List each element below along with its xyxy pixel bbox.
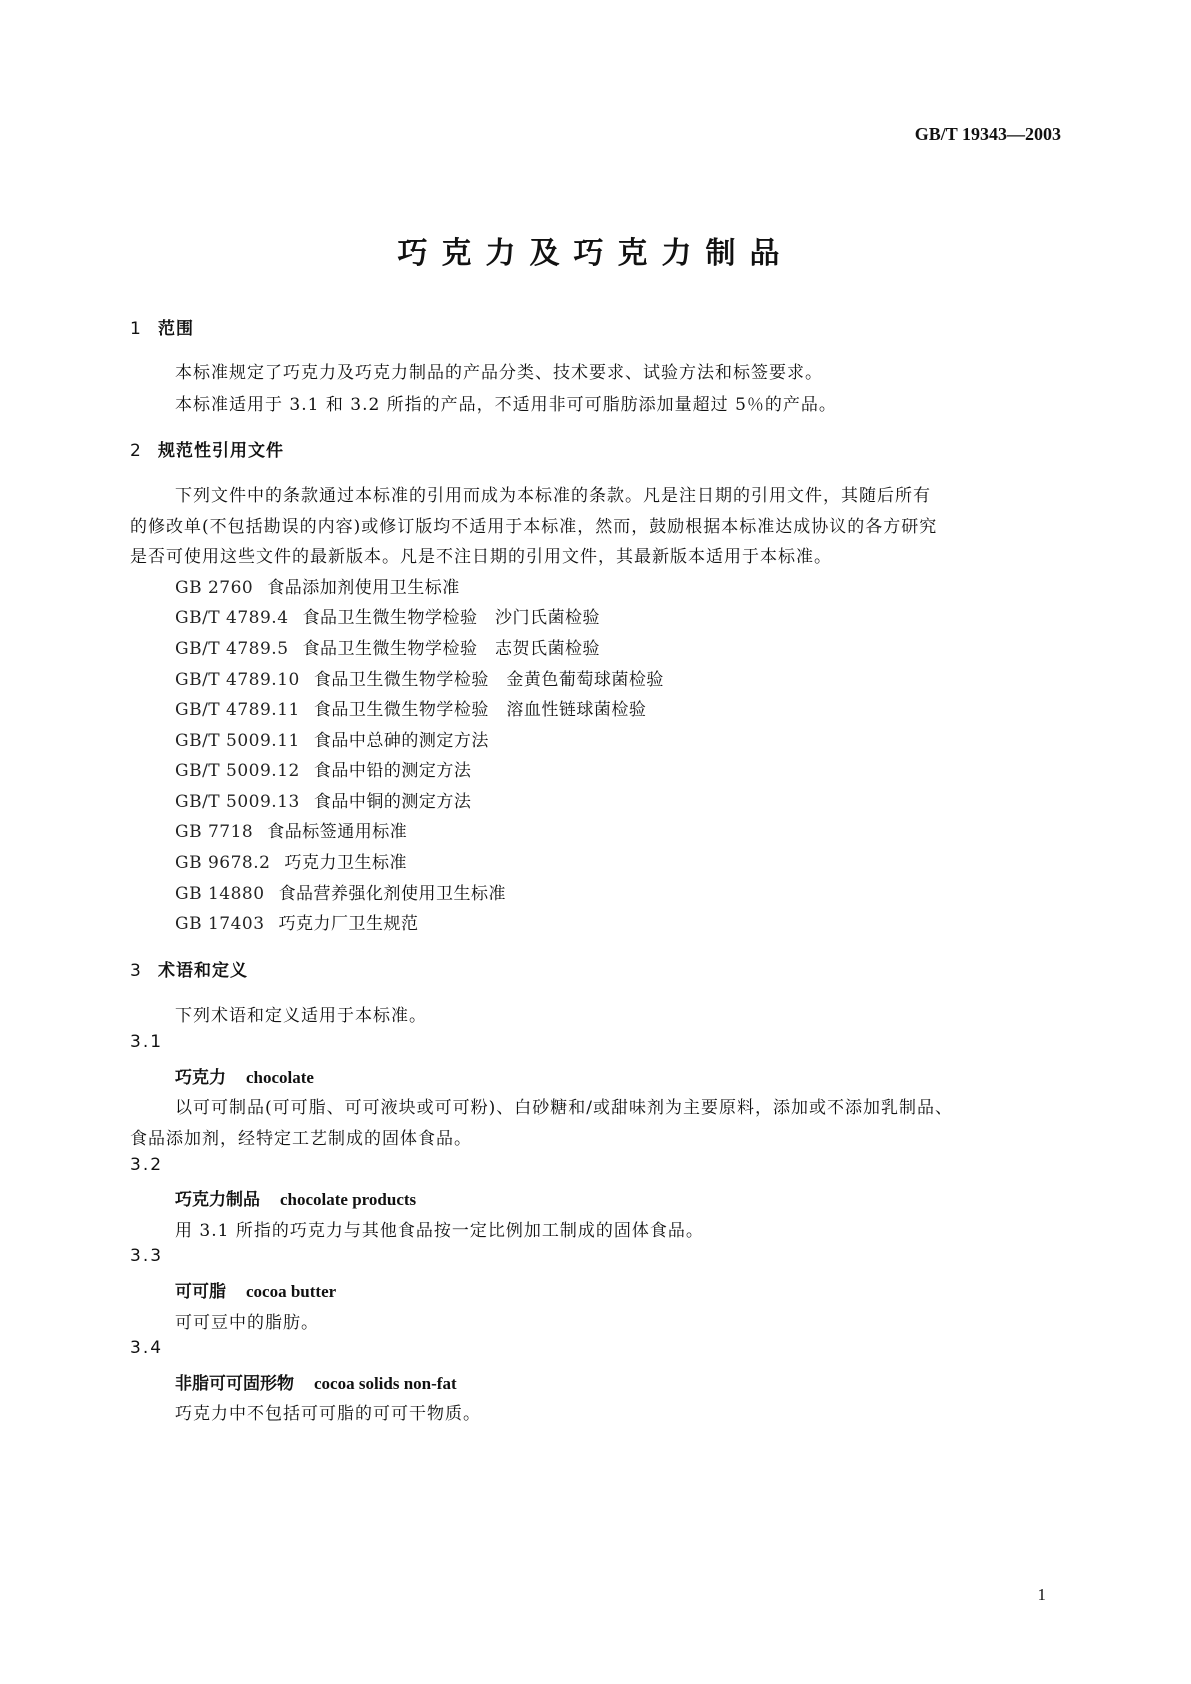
reference-code: GB/T 5009.12 bbox=[175, 761, 300, 781]
reference-title: 食品中总砷的测定方法 bbox=[313, 731, 489, 751]
term-zh: 巧克力 bbox=[175, 1068, 226, 1088]
term-number: 3.4 bbox=[130, 1338, 164, 1358]
term-en: chocolate products bbox=[280, 1190, 417, 1209]
reference-code: GB 9678.2 bbox=[175, 853, 271, 873]
section-heading-3 bbox=[130, 956, 248, 981]
section-number: 2 bbox=[130, 441, 142, 461]
term-heading bbox=[175, 1277, 336, 1302]
term-heading bbox=[175, 1063, 314, 1088]
term-en: cocoa solids non-fat bbox=[314, 1374, 457, 1393]
reference-item bbox=[175, 848, 407, 873]
term-number: 3.1 bbox=[130, 1032, 164, 1052]
reference-item bbox=[175, 879, 506, 904]
reference-code: GB 2760 bbox=[175, 578, 254, 598]
normative-intro-line-1: 下列文件中的条款通过本标准的引用而成为本标准的条款。凡是注日期的引用文件，其随后所有 bbox=[175, 486, 931, 506]
terms-intro: 下列术语和定义适用于本标准。 bbox=[175, 1006, 427, 1026]
section-heading-1 bbox=[130, 314, 194, 339]
term-definition-line-2: 食品添加剂，经特定工艺制成的固体食品。 bbox=[130, 1129, 472, 1149]
section-title: 规范性引用文件 bbox=[158, 441, 284, 461]
term-number: 3.3 bbox=[130, 1246, 164, 1266]
reference-code: GB 17403 bbox=[175, 914, 265, 934]
standard-code: GB/T 19343—2003 bbox=[914, 124, 1061, 144]
term-zh: 可可脂 bbox=[175, 1282, 226, 1302]
term-definition: 可可豆中的脂肪。 bbox=[175, 1313, 319, 1333]
term-definition: 用 3.1 所指的巧克力与其他食品按一定比例加工制成的固体食品。 bbox=[175, 1221, 704, 1241]
reference-title: 食品卫生微生物学检验 志贺氏菌检验 bbox=[302, 639, 601, 659]
reference-code: GB/T 5009.11 bbox=[175, 731, 300, 751]
reference-title: 食品卫生微生物学检验 金黄色葡萄球菌检验 bbox=[313, 670, 664, 690]
term-heading bbox=[175, 1369, 457, 1394]
reference-title: 食品中铜的测定方法 bbox=[313, 792, 472, 812]
section-title: 术语和定义 bbox=[158, 961, 248, 981]
reference-title: 食品卫生微生物学检验 沙门氏菌检验 bbox=[302, 608, 601, 628]
reference-code: GB 14880 bbox=[175, 884, 265, 904]
normative-intro-line-2: 的修改单(不包括勘误的内容)或修订版均不适用于本标准，然而，鼓励根据本标准达成协议的各方研究 bbox=[130, 517, 938, 537]
term-number: 3.2 bbox=[130, 1155, 164, 1175]
term-definition-line-1: 以可可制品(可可脂、可可液块或可可粉)、白砂糖和/或甜味剂为主要原料，添加或不添加乳制品、 bbox=[175, 1098, 953, 1118]
term-zh: 巧克力制品 bbox=[175, 1190, 260, 1210]
term-en: chocolate bbox=[246, 1068, 314, 1087]
reference-item bbox=[175, 695, 646, 720]
reference-title: 食品标签通用标准 bbox=[267, 822, 408, 842]
reference-item bbox=[175, 665, 664, 690]
reference-code: GB/T 4789.5 bbox=[175, 639, 289, 659]
reference-code: GB/T 4789.11 bbox=[175, 700, 300, 720]
reference-title: 巧克力卫生标准 bbox=[284, 853, 407, 873]
reference-title: 食品添加剂使用卫生标准 bbox=[267, 578, 460, 598]
reference-title: 巧克力厂卫生规范 bbox=[278, 914, 419, 934]
section-heading-2 bbox=[130, 436, 284, 461]
reference-item bbox=[175, 573, 460, 598]
term-heading bbox=[175, 1185, 416, 1210]
reference-title: 食品营养强化剂使用卫生标准 bbox=[278, 884, 507, 904]
section-number: 1 bbox=[130, 319, 142, 339]
reference-item bbox=[175, 817, 407, 842]
reference-item bbox=[175, 756, 471, 781]
reference-item bbox=[175, 726, 489, 751]
reference-code: GB 7718 bbox=[175, 822, 254, 842]
term-en: cocoa butter bbox=[246, 1282, 337, 1301]
page-title: 巧克力及巧克力制品 bbox=[397, 236, 794, 271]
section-title: 范围 bbox=[158, 319, 194, 339]
reference-code: GB/T 5009.13 bbox=[175, 792, 300, 812]
scope-paragraph-2: 本标准适用于 3.1 和 3.2 所指的产品，不适用非可可脂肪添加量超过 5％的产品。 bbox=[175, 395, 837, 415]
reference-item bbox=[175, 603, 600, 628]
reference-code: GB/T 4789.4 bbox=[175, 608, 289, 628]
reference-item bbox=[175, 634, 600, 659]
reference-title: 食品卫生微生物学检验 溶血性链球菌检验 bbox=[313, 700, 647, 720]
page-number: 1 bbox=[1037, 1585, 1046, 1604]
section-number: 3 bbox=[130, 961, 142, 981]
term-zh: 非脂可可固形物 bbox=[175, 1374, 294, 1394]
normative-intro-line-3: 是否可使用这些文件的最新版本。凡是不注日期的引用文件，其最新版本适用于本标准。 bbox=[130, 547, 832, 567]
reference-title: 食品中铅的测定方法 bbox=[313, 761, 472, 781]
reference-item bbox=[175, 787, 471, 812]
scope-paragraph-1: 本标准规定了巧克力及巧克力制品的产品分类、技术要求、试验方法和标签要求。 bbox=[175, 363, 823, 383]
reference-item bbox=[175, 909, 419, 934]
term-definition: 巧克力中不包括可可脂的可可干物质。 bbox=[175, 1404, 481, 1424]
reference-code: GB/T 4789.10 bbox=[175, 670, 300, 690]
